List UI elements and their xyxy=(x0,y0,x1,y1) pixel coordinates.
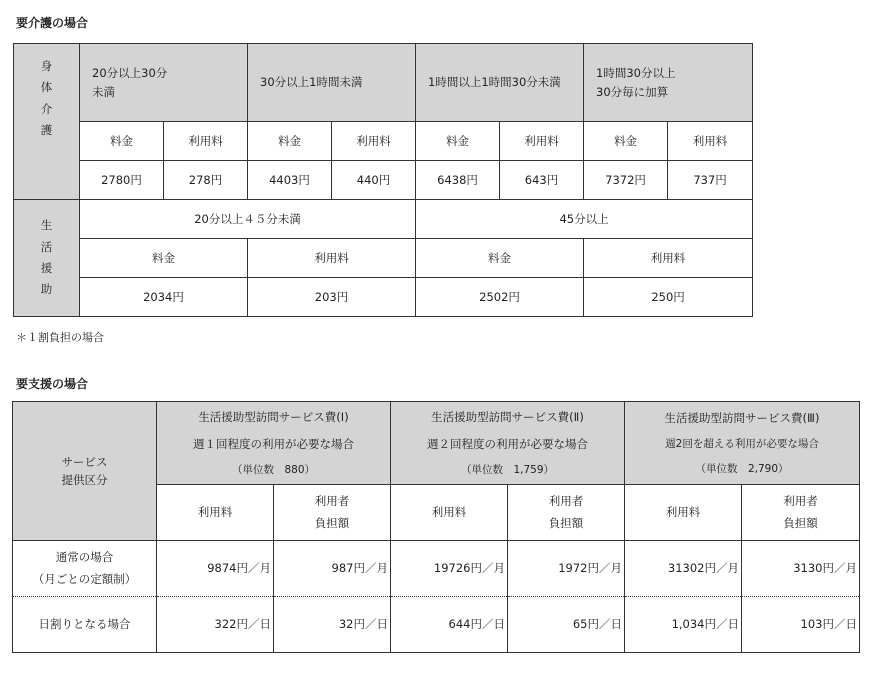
life-fee-value: 2502円 xyxy=(416,278,584,317)
fee-header: 料金 xyxy=(416,122,500,161)
body-fee-value: 2780円 xyxy=(80,161,164,200)
row-label-daily: 日割りとなる場合 xyxy=(13,597,157,653)
support-fee-table xyxy=(12,401,860,653)
body-header-90-plus: 1時間30分以上 30分毎に加算 xyxy=(584,44,753,122)
life-fee-value: 2034円 xyxy=(80,278,248,317)
service-type-1-header: 生活援助型訪問サービス費(Ⅰ) 週１回程度の利用が必要な場合 （単位数 880） xyxy=(157,402,391,485)
life-header-20-45: 20分以上４５分未満 xyxy=(80,200,416,239)
fee-header: 料金 xyxy=(248,122,332,161)
table-row xyxy=(13,541,860,597)
life-use-value: 250円 xyxy=(584,278,753,317)
use-fee-header: 利用料 xyxy=(391,485,508,541)
body-care-label: 身 体 介 護 xyxy=(14,44,80,200)
body-header-60-90: 1時間以上1時間30分未満 xyxy=(416,44,584,122)
fee-header: 料金 xyxy=(80,122,164,161)
daily-use-fee: 644円／日 xyxy=(391,597,508,653)
use-fee-header: 利用料 xyxy=(164,122,248,161)
support-section-title: 要支援の場合 xyxy=(16,377,89,391)
daily-use-fee: 1,034円／日 xyxy=(625,597,742,653)
care-section-title: 要介護の場合 xyxy=(16,16,89,30)
fee-header: 料金 xyxy=(416,239,584,278)
daily-burden: 65円／日 xyxy=(508,597,625,653)
fee-header: 料金 xyxy=(80,239,248,278)
use-fee-header: 利用料 xyxy=(157,485,274,541)
table-row xyxy=(13,597,860,653)
regular-burden: 987円／月 xyxy=(274,541,391,597)
use-fee-header: 利用料 xyxy=(625,485,742,541)
user-burden-header: 利用者 負担額 xyxy=(742,485,860,541)
use-fee-header: 利用料 xyxy=(584,239,753,278)
body-fee-value: 4403円 xyxy=(248,161,332,200)
service-category-header: サービス 提供区分 xyxy=(13,402,157,541)
regular-use-fee: 19726円／月 xyxy=(391,541,508,597)
body-fee-value: 6438円 xyxy=(416,161,500,200)
use-fee-header: 利用料 xyxy=(332,122,416,161)
body-use-value: 278円 xyxy=(164,161,248,200)
regular-use-fee: 9874円／月 xyxy=(157,541,274,597)
burden-note: ＊１割負担の場合 xyxy=(16,331,104,344)
regular-burden: 3130円／月 xyxy=(742,541,860,597)
body-fee-value: 7372円 xyxy=(584,161,668,200)
body-header-30-60: 30分以上1時間未満 xyxy=(248,44,416,122)
service-type-3-header: 生活援助型訪問サービス費(Ⅲ) 週2回を超える利用が必要な場合 （単位数 2,790） xyxy=(625,402,860,485)
use-fee-header: 利用料 xyxy=(668,122,753,161)
user-burden-header: 利用者 負担額 xyxy=(274,485,391,541)
life-support-label: 生 活 援 助 xyxy=(14,200,80,317)
body-use-value: 643円 xyxy=(500,161,584,200)
fee-header: 料金 xyxy=(584,122,668,161)
daily-use-fee: 322円／日 xyxy=(157,597,274,653)
care-fee-table xyxy=(13,43,753,317)
service-type-2-header: 生活援助型訪問サービス費(Ⅱ) 週２回程度の利用が必要な場合 （単位数 1,759） xyxy=(391,402,625,485)
daily-burden: 32円／日 xyxy=(274,597,391,653)
use-fee-header: 利用料 xyxy=(248,239,416,278)
life-use-value: 203円 xyxy=(248,278,416,317)
row-label-regular: 通常の場合 （月ごとの定額制） xyxy=(13,541,157,597)
user-burden-header: 利用者 負担額 xyxy=(508,485,625,541)
use-fee-header: 利用料 xyxy=(500,122,584,161)
regular-burden: 1972円／月 xyxy=(508,541,625,597)
daily-burden: 103円／日 xyxy=(742,597,860,653)
body-header-20-30: 20分以上30分 未満 xyxy=(80,44,248,122)
body-use-value: 737円 xyxy=(668,161,753,200)
regular-use-fee: 31302円／月 xyxy=(625,541,742,597)
life-header-45-plus: 45分以上 xyxy=(416,200,753,239)
body-use-value: 440円 xyxy=(332,161,416,200)
